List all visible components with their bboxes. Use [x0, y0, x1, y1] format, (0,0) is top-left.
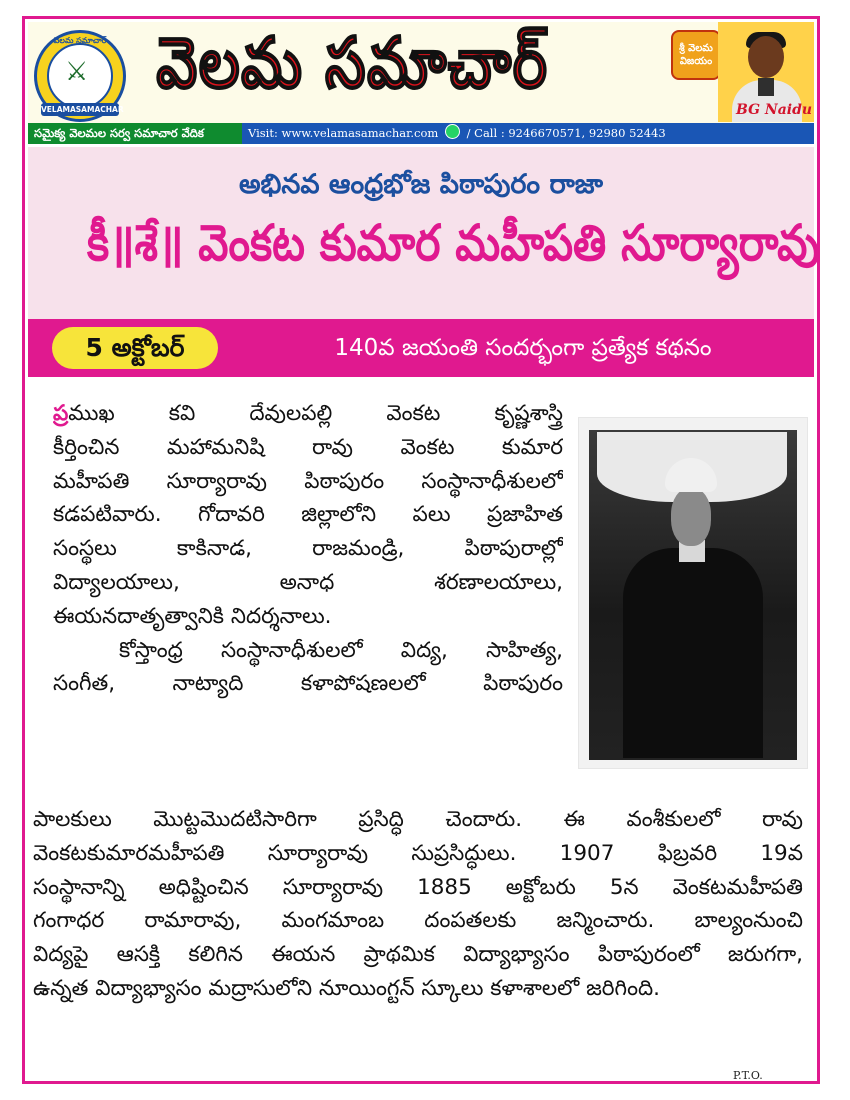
article-line: ప్రముఖ కవి దేవులపల్లి వెంకట కృష్ణశాస్త్రి	[53, 401, 563, 426]
article-line: సంగీత, నాట్యాది కళాపోషణలలో పిఠాపురం	[53, 671, 563, 697]
article-line: వెంకటకుమారమహీపతి సూర్యారావు సుప్రసిద్ధులు. 1907 ఫిబ్రవరి 19వ	[33, 840, 803, 866]
logo-banner: VELAMASAMACHAR	[41, 105, 124, 114]
ribbon-text: 140వ జయంతి సందర్భంగా ప్రత్యేక కథనం	[334, 335, 712, 361]
masthead-logo	[34, 30, 126, 122]
article-line: సంస్థలు కాకినాడ, రాజమండ్రి, పిఠాపురాల్లో	[53, 536, 563, 562]
article-line: విద్యాలయాలు, అనాధ శరణాలయాలు,	[53, 569, 563, 595]
article-wide-column	[33, 803, 803, 1006]
editor-portrait	[718, 22, 814, 122]
crossed-swords-icon: ⚔	[65, 57, 89, 87]
article-line: కోస్తాంధ్ర సంస్థానాధీశులలో విద్య, సాహిత్య,	[119, 637, 563, 663]
article-line: పాలకులు మొట్టమొదటిసారిగా ప్రసిద్ధి చెందారు. ఈ వంశీకులలో రావు	[33, 807, 803, 832]
portrait-name: BG Naidu	[736, 102, 813, 118]
article-line: సంస్థానాన్ని అధిష్టించిన సూర్యారావు 1885 అక్టోబరు 5న వెంకటమహీపతి	[33, 874, 803, 900]
article-line: గంగాధర రామారావు, మంగమాంబ దంపతలకు జన్మించారు. బాల్యంనుంచి	[33, 908, 803, 934]
date-pill: 5 అక్టోబర్	[52, 327, 218, 369]
title-band	[28, 147, 820, 319]
portrait-photo	[578, 417, 808, 769]
article-line: కీర్తించిన మహామనిషి రావు వెంకట కుమార	[53, 434, 563, 460]
article-line: విద్యపై ఆసక్తి కలిగిన ఈయన ప్రాథమిక విద్యాభ్యాసం పిఠాపురంలో జరుగగా,	[33, 942, 803, 968]
contact-line	[248, 123, 666, 144]
page-frame	[22, 16, 820, 1084]
kicker: అభినవ ఆంధ్రభోజ పిఠాపురం రాజా	[238, 169, 604, 200]
article-line: ఉన్నత విద్యాభ్యాసం మద్రాసులోని నూయింగ్టన్ స్కూలు కళాశాలలో జరిగింది.	[33, 975, 661, 1001]
tagline-bar	[28, 123, 814, 144]
whatsapp-icon	[445, 124, 460, 139]
headline: కీ॥శే॥ వెంకట కుమార మహీపతి సూర్యారావు	[86, 213, 820, 272]
sri-velama-vijayam-badge: శ్రీ వెలమ విజయం	[671, 30, 721, 80]
pto-marker: P.T.O.	[733, 1069, 763, 1082]
article-line: కడపటివారు. గోదావరి జిల్లాలోని పలు ప్రజాహిత	[53, 502, 563, 528]
drop-cap: ప్ర	[53, 401, 69, 426]
article-line: మహీపతి సూర్యారావు పిఠాపురం సంస్థానాధీశులలో	[53, 468, 563, 494]
phone-numbers: / Call : 9246670571, 92980 52443	[466, 126, 666, 140]
brand-title: వెలమ సమాచార్	[156, 22, 549, 104]
logo-top-text: వెలమ సమాచార్	[53, 36, 107, 45]
article-line: ఈయనదాతృత్వానికి నిదర్శనాలు.	[53, 603, 332, 629]
article-narrow-column	[53, 397, 563, 701]
website-link[interactable]: Visit: www.velamasamachar.com	[248, 126, 439, 140]
date-ribbon	[28, 319, 814, 377]
tagline: సమైక్య వెలమల సర్వ సమాచార వేదిక	[28, 123, 242, 144]
logo-emblem	[47, 43, 113, 109]
